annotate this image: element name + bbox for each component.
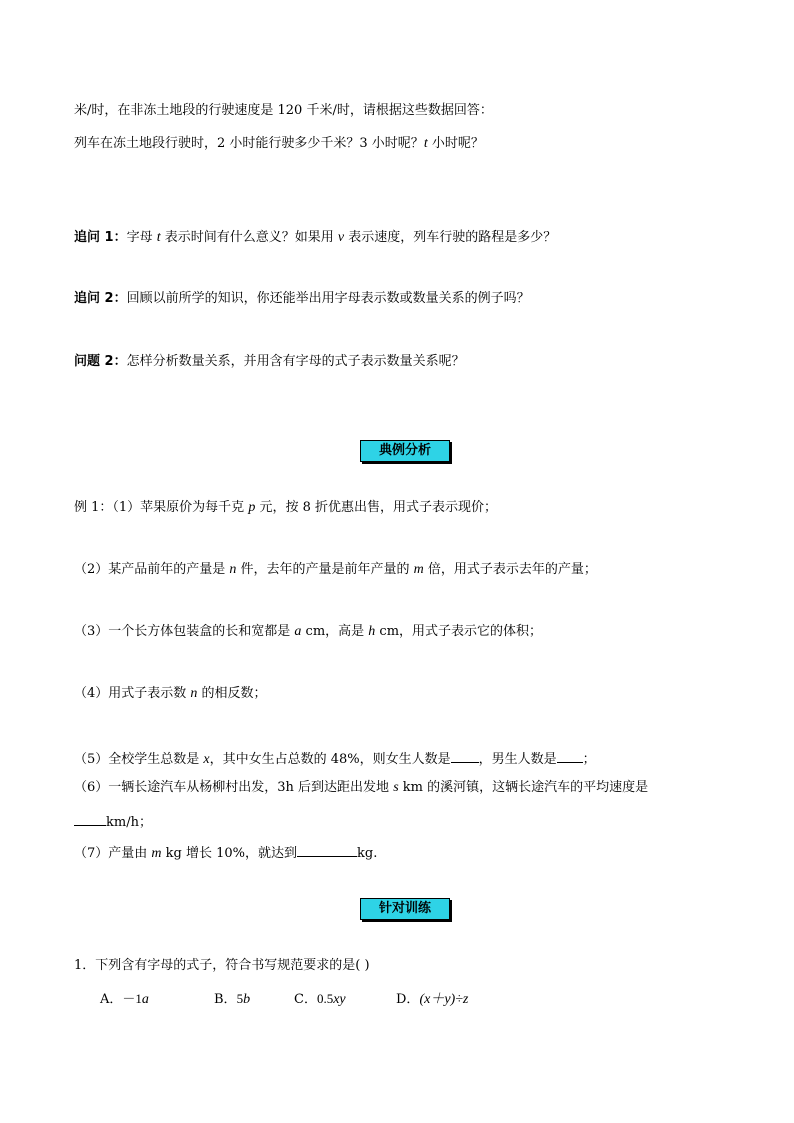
- option-b[interactable]: [214, 988, 294, 1008]
- var-m: m: [151, 846, 162, 861]
- followup-1-text-b: 表示时间有什么意义？如果用: [160, 230, 338, 245]
- text: kg 增长 10%，就达到: [161, 846, 298, 861]
- followup-1: [74, 230, 556, 246]
- option-d[interactable]: [396, 988, 468, 1008]
- var-x: x: [203, 752, 210, 767]
- option-text: (x＋y)÷z: [419, 992, 469, 1007]
- var-n: n: [190, 686, 198, 701]
- text: 例 1：（1）苹果原价为每千克: [74, 500, 249, 515]
- text: 的相反数；: [197, 686, 267, 701]
- example-1-part-6-cont: [74, 813, 152, 831]
- intro-text-1: 米/时，在非冻土地段的行驶速度是 120 千米/时，请根据这些数据回答：: [74, 103, 493, 118]
- text: （2）某产品前年的产量是: [74, 562, 230, 577]
- option-label: A．: [100, 992, 123, 1007]
- followup-2-label: 追问 2：: [74, 291, 127, 306]
- var-s: s: [393, 780, 399, 795]
- var-m: m: [413, 562, 424, 577]
- text: 倍，用式子表示去年的产量；: [423, 562, 597, 577]
- exercise-1-stem: [74, 958, 370, 974]
- var-n: n: [229, 562, 237, 577]
- var-v: v: [337, 230, 345, 245]
- var-t: t: [423, 136, 428, 151]
- text: （5）全校学生总数是: [74, 752, 204, 767]
- option-var: a: [141, 992, 149, 1007]
- option-text: 5: [236, 991, 244, 1006]
- example-1-part-2: [74, 562, 597, 578]
- question-2: [74, 354, 465, 370]
- text: ，男生人数是: [478, 752, 557, 767]
- intro-line-2: [74, 136, 484, 152]
- followup-1-label: 追问 1：: [74, 230, 127, 245]
- intro-line-1: [74, 103, 493, 119]
- text: cm，高是: [301, 624, 369, 639]
- text: 1．下列含有字母的式子，符合书写规范要求的是( ): [74, 958, 370, 973]
- var-a: a: [294, 624, 302, 639]
- option-var: xy: [333, 992, 346, 1007]
- var-t: t: [156, 230, 161, 245]
- intro-text-2a: 列车在冻土地段行驶时，2 小时能行驶多少千米？3 小时呢？: [74, 136, 424, 151]
- answer-blank[interactable]: [297, 844, 357, 857]
- example-1-part-5: [74, 750, 596, 768]
- text: （6）一辆长途汽车从杨柳村出发，3h 后到达距出发地: [74, 780, 394, 795]
- text: km 的溪河镇，这辆长途汽车的平均速度是: [398, 780, 649, 795]
- section-heading-examples: 典例分析: [360, 440, 450, 462]
- example-1-part-6: [74, 780, 648, 796]
- followup-1-text-a: 字母: [126, 230, 157, 245]
- var-h: h: [368, 624, 376, 639]
- example-1-part-1: [74, 500, 497, 516]
- option-a[interactable]: [100, 988, 214, 1008]
- text: 件，去年的产量是前年产量的: [236, 562, 414, 577]
- option-label: B．: [214, 992, 237, 1007]
- exercise-1-options: [100, 988, 468, 1008]
- followup-2: [74, 291, 530, 307]
- text: cm，用式子表示它的体积；: [375, 624, 543, 639]
- text: ；: [582, 752, 596, 767]
- answer-blank[interactable]: [557, 750, 583, 763]
- option-text: －1: [122, 991, 142, 1006]
- text: km/h；: [106, 815, 152, 830]
- answer-blank[interactable]: [451, 750, 479, 763]
- option-var: b: [243, 992, 251, 1007]
- var-p: p: [248, 500, 256, 515]
- option-label: D．: [396, 992, 420, 1007]
- example-1-part-4: [74, 686, 267, 702]
- text: 元，按 8 折优惠出售，用式子表示现价；: [255, 500, 497, 515]
- example-1-part-3: [74, 624, 542, 640]
- text: （3）一个长方体包装盒的长和宽都是: [74, 624, 295, 639]
- section-heading-practice: 针对训练: [360, 898, 450, 920]
- followup-2-text: 回顾以前所学的知识，你还能举出用字母表示数或数量关系的例子吗？: [126, 291, 530, 306]
- option-c[interactable]: [294, 988, 396, 1008]
- question-2-text: 怎样分析数量关系，并用含有字母的式子表示数量关系呢？: [126, 354, 465, 369]
- option-text: 0.5: [316, 991, 334, 1006]
- text: （4）用式子表示数: [74, 686, 191, 701]
- question-2-label: 问题 2：: [74, 354, 127, 369]
- example-1-part-7: [74, 844, 377, 862]
- text: ，其中女生占总数的 48%，则女生人数是: [209, 752, 451, 767]
- followup-1-text-c: 表示速度，列车行驶的路程是多少？: [344, 230, 557, 245]
- intro-text-2b: 小时呢？: [427, 136, 484, 151]
- option-label: C．: [294, 992, 317, 1007]
- answer-blank[interactable]: [74, 813, 106, 826]
- text: kg.: [357, 846, 378, 861]
- text: （7）产量由: [74, 846, 152, 861]
